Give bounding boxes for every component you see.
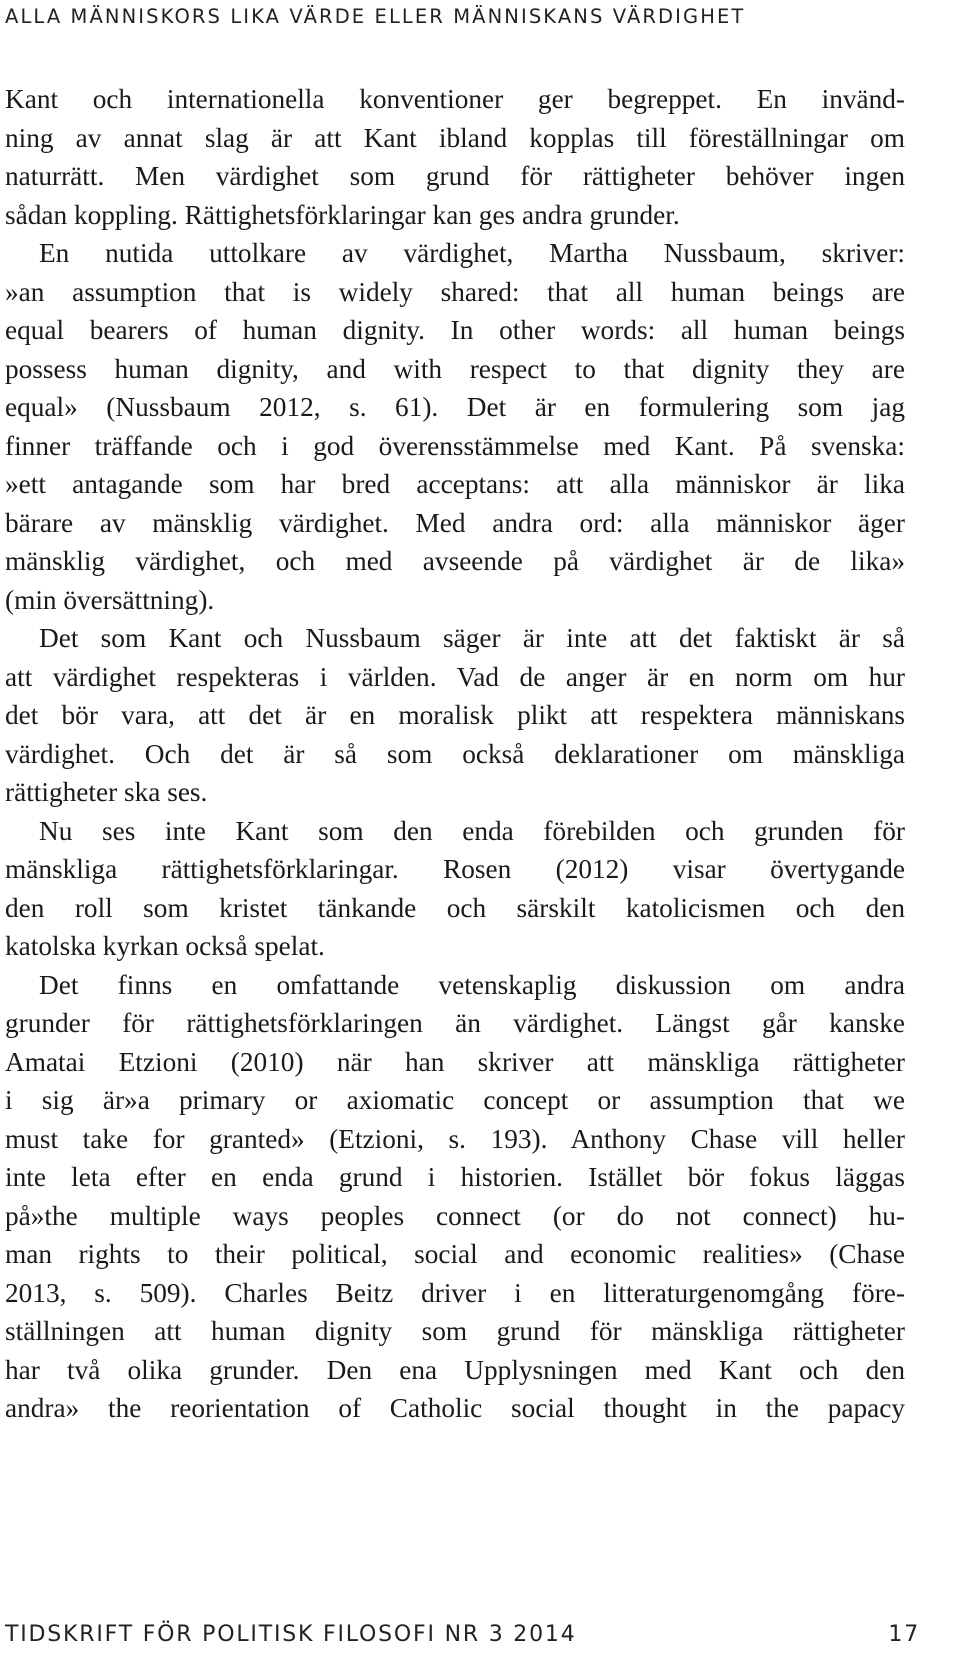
paragraph [5, 966, 905, 1428]
text-line: equal bearers of human dignity. In other words: all human beings [5, 315, 905, 345]
text-line: Kant och internationella konventioner ger begreppet. En invänd- [5, 84, 905, 114]
text-line: mänskliga rättighetsförklaringar. Rosen (2012) visar övertygande [5, 854, 905, 884]
text-line: att värdighet respekteras i världen. Vad de anger är en norm om hur [5, 661, 905, 692]
text-line: bärare av mänsklig värdighet. Med andra ord: alla människor äger [5, 507, 905, 538]
text-line: värdighet. Och det är så som också deklarationer om mänskliga [5, 738, 905, 769]
text-line: equal» (Nussbaum 2012, s. 61). Det är en formulering som jag [5, 392, 905, 422]
text-line: man rights to their political, social and economic realities» (Chase [5, 1239, 905, 1269]
page-number: 17 [888, 1622, 920, 1647]
text-line: must take for granted» (Etzioni, s. 193). Anthony Chase vill heller [5, 1123, 905, 1154]
text-line: 2013, s. 509). Charles Beitz driver i en litteraturgenomgång före- [5, 1277, 905, 1308]
text-line: det bör vara, att det är en moralisk plikt att respektera människans [5, 700, 905, 730]
text-line: inte leta efter en enda grund i historien. Istället bör fokus läggas [5, 1162, 905, 1192]
text-line: rättigheter ska ses. [5, 777, 208, 807]
journal-title: TIDSKRIFT FÖR POLITISK FILOSOFI NR 3 2014 [5, 1622, 577, 1647]
text-line: har två olika grunder. Den ena Upplysningen med Kant och den [5, 1354, 905, 1385]
text-line: sådan koppling. Rättighetsförklaringar kan ges andra grunder. [5, 199, 680, 230]
text-line: ställningen att human dignity som grund för mänskliga rättigheter [5, 1316, 905, 1346]
running-head: ALLA MÄNNISKORS LIKA VÄRDE ELLER MÄNNISKANS VÄRDIGHET [5, 5, 746, 28]
text-line: (min översättning). [5, 584, 215, 615]
text-line: ning av annat slag är att Kant ibland kopplas till föreställningar om [5, 122, 905, 153]
text-line: naturrätt. Men värdighet som grund för rättigheter behöver ingen [5, 161, 905, 191]
text-line: Det som Kant och Nussbaum säger är inte att det faktiskt är så [39, 623, 905, 653]
text-line: den roll som kristet tänkande och särskilt katolicismen och den [5, 892, 905, 923]
text-line: »an assumption that is widely shared: that all human beings are [5, 276, 905, 307]
paragraph [5, 234, 905, 619]
text-line: i sig är»a primary or axiomatic concept or assumption that we [5, 1085, 905, 1115]
text-line: mänsklig värdighet, och med avseende på värdighet är de lika» [5, 546, 905, 576]
text-line: finner träffande och i god överensstämmelse med Kant. På svenska: [5, 430, 905, 461]
text-line: Det finns en omfattande vetenskaplig diskussion om andra [39, 969, 905, 1000]
paragraph [5, 80, 905, 234]
paragraph [5, 619, 905, 812]
page-footer [5, 1622, 920, 1656]
text-line: andra» the reorientation of Catholic social thought in the papacy [5, 1393, 905, 1423]
text-line: Nu ses inte Kant som den enda förebilden och grunden för [39, 815, 905, 846]
text-line: katolska kyrkan också spelat. [5, 931, 325, 961]
text-line: En nutida uttolkare av värdighet, Martha Nussbaum, skriver: [39, 238, 905, 268]
text-line: »ett antagande som har bred acceptans: att alla människor är lika [5, 469, 905, 499]
body-text [5, 80, 905, 1428]
text-line: på»the multiple ways peoples connect (or do not connect) hu- [5, 1200, 905, 1231]
text-line: Amatai Etzioni (2010) när han skriver att mänskliga rättigheter [5, 1046, 905, 1077]
text-line: possess human dignity, and with respect to that dignity they are [5, 353, 905, 384]
paragraph [5, 812, 905, 966]
text-line: grunder för rättighetsförklaringen än värdighet. Längst går kanske [5, 1008, 905, 1038]
